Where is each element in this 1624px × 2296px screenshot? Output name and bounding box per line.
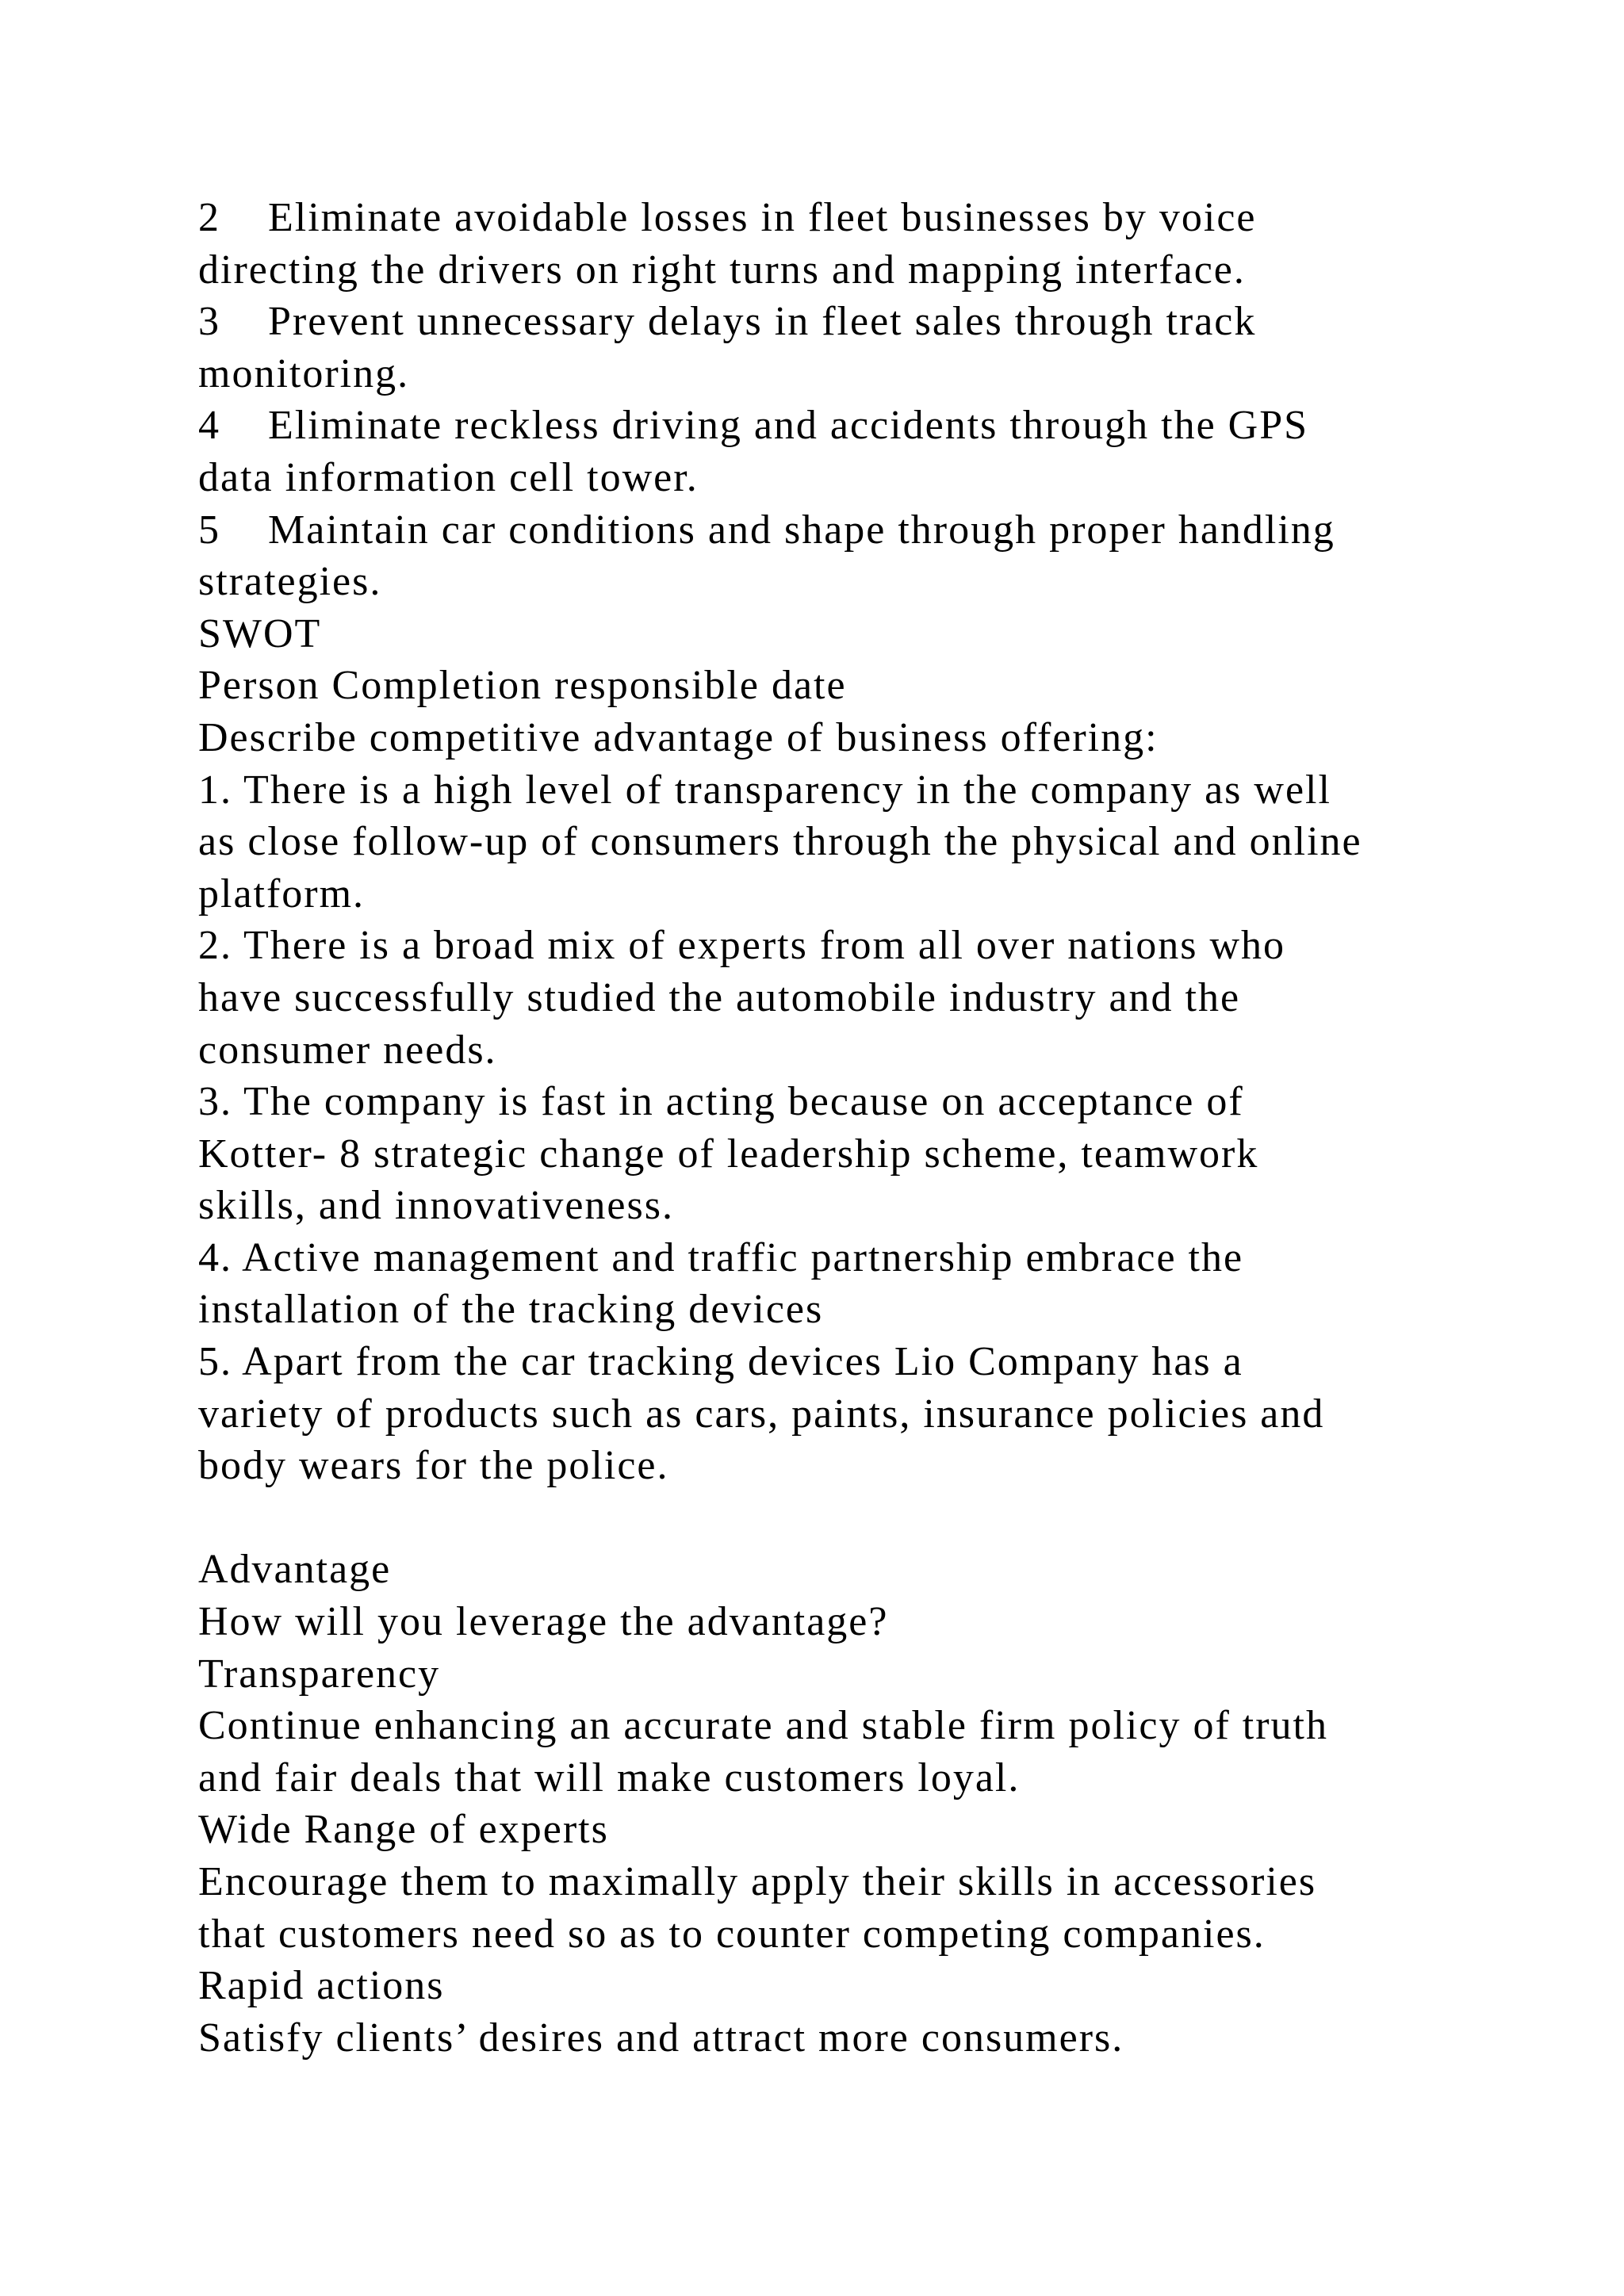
rapid-actions-text: Satisfy clients’ desires and attract more consumers.: [198, 2015, 1124, 2061]
list-item-4-line-1: 4 Eliminate reckless driving and accidents through the GPS: [198, 403, 1309, 449]
advantage-point-1-line-3: platform.: [198, 871, 366, 916]
advantage-point-5-line-2: variety of products such as cars, paints, insurance policies and: [198, 1391, 1325, 1437]
advantage-point-3-line-3: skills, and innovativeness.: [198, 1183, 674, 1229]
list-item-4-line-2: data information cell tower.: [198, 454, 699, 500]
subheading-experts: Wide Range of experts: [198, 1807, 609, 1853]
list-item-3-line-2: monitoring.: [198, 350, 410, 396]
advantage-point-3-line-2: Kotter- 8 strategic change of leadership scheme, teamwork: [198, 1131, 1259, 1177]
subheading-transparency: Transparency: [198, 1651, 441, 1697]
experts-text-line-1: Encourage them to maximally apply their skills in accessories: [198, 1859, 1317, 1904]
advantage-point-1-line-1: 1. There is a high level of transparency in the company as well: [198, 767, 1331, 813]
document-body: [198, 192, 1546, 2064]
table-header-text: Person Completion responsible date: [198, 663, 847, 709]
advantage-point-4-line-1: 4. Active management and traffic partnership embrace the: [198, 1234, 1244, 1280]
advantage-heading: Advantage: [198, 1547, 392, 1593]
list-item-2-line-1: 2 Eliminate avoidable losses in fleet businesses by voice: [198, 195, 1257, 240]
advantage-point-2-line-2: have successfully studied the automobile industry and the: [198, 974, 1241, 1020]
list-item-3-line-1: 3 Prevent unnecessary delays in fleet sales through track: [198, 299, 1257, 345]
list-item-5-line-1: 5 Maintain car conditions and shape through proper handling: [198, 507, 1335, 553]
transparency-text-line-1: Continue enhancing an accurate and stable firm policy of truth: [198, 1703, 1328, 1749]
section-heading-swot: SWOT: [198, 610, 322, 656]
advantage-point-2-line-3: consumer needs.: [198, 1027, 497, 1073]
advantage-point-2-line-1: 2. There is a broad mix of experts from all over nations who: [198, 923, 1286, 969]
advantage-point-5-line-3: body wears for the police.: [198, 1443, 669, 1489]
question-competitive-advantage: Describe competitive advantage of business offering:: [198, 714, 1159, 760]
list-item-5-line-2: strategies.: [198, 559, 382, 605]
advantage-point-5-line-1: 5. Apart from the car tracking devices Lio Company has a: [198, 1339, 1243, 1385]
transparency-text-line-2: and fair deals that will make customers loyal.: [198, 1755, 1021, 1800]
blank-line: [198, 1492, 1546, 1544]
advantage-point-3-line-1: 3. The company is fast in acting because on acceptance of: [198, 1079, 1244, 1125]
experts-text-line-2: that customers need so as to counter competing companies.: [198, 1911, 1266, 1957]
leverage-question: How will you leverage the advantage?: [198, 1599, 889, 1645]
subheading-rapid-actions: Rapid actions: [198, 1963, 445, 2009]
list-item-2-line-2: directing the drivers on right turns and mapping interface.: [198, 247, 1246, 293]
advantage-point-1-line-2: as close follow-up of consumers through the physical and online: [198, 819, 1362, 865]
advantage-point-4-line-2: installation of the tracking devices: [198, 1287, 824, 1333]
